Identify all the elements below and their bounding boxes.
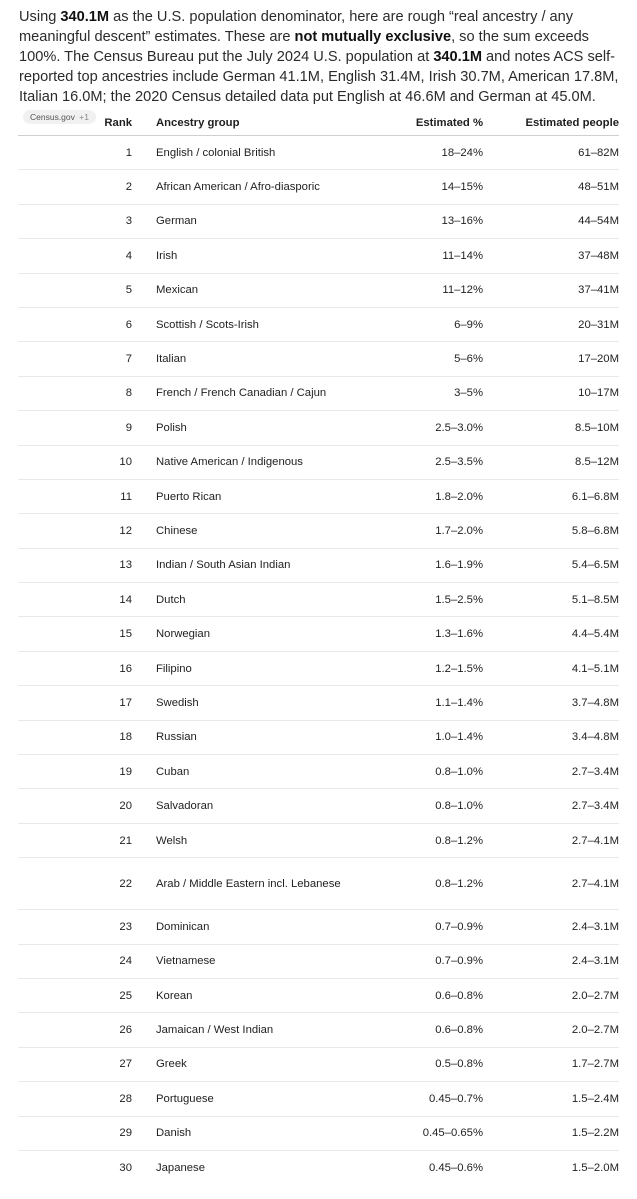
cell-rank: 30 — [119, 1161, 132, 1174]
table-row — [18, 651, 619, 685]
table-row — [18, 944, 619, 978]
table-header-row — [18, 111, 619, 136]
cell-rank: 13 — [18, 548, 132, 582]
cell-estimated-people: 3.4–4.8M — [483, 720, 619, 754]
cell-rank: 22 — [18, 858, 132, 910]
table-row — [18, 548, 619, 582]
cell-rank: 5 — [18, 273, 132, 307]
cell-ancestry-group: Korean — [132, 978, 357, 1012]
cell-estimated-people: 2.4–3.1M — [483, 910, 619, 944]
intro-paragraph — [19, 7, 619, 127]
cell-estimated-percent: 0.6–0.8% — [357, 1013, 483, 1047]
cell-ancestry-group: Italian — [132, 342, 357, 376]
cell-estimated-percent: 1.3–1.6% — [357, 617, 483, 651]
cell-rank: 8 — [18, 376, 132, 410]
citation-more-count: +1 — [79, 112, 89, 122]
cell-rank: 28 — [18, 1082, 132, 1116]
cell-estimated-percent: 0.45–0.7% — [357, 1082, 483, 1116]
cell-estimated-people: 3.7–4.8M — [483, 686, 619, 720]
cell-rank: 27 — [18, 1047, 132, 1081]
cell-estimated-percent: 1.6–1.9% — [357, 548, 483, 582]
cell-ancestry-group: Arab / Middle Eastern incl. Lebanese — [132, 858, 357, 910]
table-row — [18, 1116, 619, 1150]
cell-estimated-percent: 6–9% — [357, 307, 483, 341]
cell-ancestry-group: Indian / South Asian Indian — [132, 548, 357, 582]
header-estimated-percent: Estimated % — [357, 111, 483, 136]
cell-rank: 11 — [18, 479, 132, 513]
cell-estimated-percent: 0.8–1.2% — [357, 823, 483, 857]
cell-rank: 9 — [18, 411, 132, 445]
cell-estimated-people: 37–48M — [483, 239, 619, 273]
cell-estimated-people: 2.0–2.7M — [483, 1013, 619, 1047]
cell-estimated-people: 1.5–2.0M — [571, 1161, 619, 1174]
cell-estimated-people: 20–31M — [483, 307, 619, 341]
table-row — [18, 1047, 619, 1081]
table-row — [18, 789, 619, 823]
cell-estimated-people: 37–41M — [483, 273, 619, 307]
table-row — [18, 1150, 619, 1184]
table-row — [18, 479, 619, 513]
cell-ancestry-group: Scottish / Scots-Irish — [132, 307, 357, 341]
cell-estimated-people: 5.1–8.5M — [483, 583, 619, 617]
cell-estimated-people: 17–20M — [483, 342, 619, 376]
cell-ancestry-group: Cuban — [132, 755, 357, 789]
table-row — [18, 858, 619, 910]
cell-rank: 1 — [18, 136, 132, 170]
cell-ancestry-group: Norwegian — [132, 617, 357, 651]
cell-ancestry-group: German — [132, 204, 357, 238]
cell-estimated-people: 1.5–2.4M — [483, 1082, 619, 1116]
table-row — [18, 445, 619, 479]
cell-rank: 24 — [18, 944, 132, 978]
cell-ancestry-group: Irish — [132, 239, 357, 273]
table-row — [18, 823, 619, 857]
table-row — [18, 136, 619, 170]
cell-estimated-percent: 1.7–2.0% — [357, 514, 483, 548]
cell-ancestry-group: Native American / Indigenous — [132, 445, 357, 479]
cell-estimated-percent: 5–6% — [357, 342, 483, 376]
table-row — [18, 1082, 619, 1116]
cell-estimated-percent: 0.5–0.8% — [357, 1047, 483, 1081]
cell-rank: 15 — [18, 617, 132, 651]
cell-estimated-people: 1.5–2.2M — [483, 1116, 619, 1150]
cell-ancestry-group: Vietnamese — [132, 944, 357, 978]
cell-estimated-percent: 14–15% — [357, 170, 483, 204]
cell-ancestry-group: Dominican — [132, 910, 357, 944]
cell-rank: 26 — [18, 1013, 132, 1047]
cell-estimated-percent: 1.1–1.4% — [357, 686, 483, 720]
cell-rank: 20 — [18, 789, 132, 823]
cell-ancestry-group: Russian — [132, 720, 357, 754]
cell-estimated-people: 44–54M — [483, 204, 619, 238]
cell-ancestry-group: English / colonial British — [132, 136, 357, 170]
cell-estimated-percent: 3–5% — [357, 376, 483, 410]
cell-estimated-people: 2.4–3.1M — [483, 944, 619, 978]
cell-estimated-percent: 2.5–3.0% — [357, 411, 483, 445]
cell-estimated-people: 10–17M — [483, 376, 619, 410]
ancestry-table — [18, 111, 619, 1184]
cell-estimated-percent: 1.5–2.5% — [357, 583, 483, 617]
table-row — [18, 583, 619, 617]
intro-text: , so the sum exceeds 100%. The Census Bureau put the July 2024 U.S. population at — [19, 29, 589, 65]
cell-estimated-people: 2.0–2.7M — [483, 978, 619, 1012]
cell-estimated-percent: 11–12% — [357, 273, 483, 307]
intro-bold-population: 340.1M — [433, 49, 482, 65]
cell-rank: 6 — [18, 307, 132, 341]
cell-rank: 25 — [18, 978, 132, 1012]
cell-ancestry-group: Dutch — [132, 583, 357, 617]
cell-estimated-people: 2.7–4.1M — [483, 823, 619, 857]
cell-ancestry-group: Jamaican / West Indian — [132, 1013, 357, 1047]
cell-ancestry-group: African American / Afro-diasporic — [132, 170, 357, 204]
cell-estimated-people: 61–82M — [483, 136, 619, 170]
cell-estimated-people: 5.8–6.8M — [483, 514, 619, 548]
intro-bold-not-exclusive: not mutually exclusive — [294, 29, 452, 45]
header-ancestry-group: Ancestry group — [132, 111, 357, 136]
cell-rank: 12 — [18, 514, 132, 548]
cell-estimated-people: 2.7–3.4M — [483, 789, 619, 823]
cell-estimated-people: 8.5–12M — [483, 445, 619, 479]
cell-estimated-percent: 2.5–3.5% — [357, 445, 483, 479]
intro-text: and notes ACS self-reported top ancestries include German 41.1M, English 31.4M, Irish 30.7M, American 17.8M, Italian 16.0M; the 2020 Census detailed data put English at 46.6M and German at 45.0M. — [19, 49, 619, 105]
cell-estimated-percent: 0.45–0.65% — [357, 1116, 483, 1150]
cell-ancestry-group: Mexican — [132, 273, 357, 307]
cell-estimated-percent: 0.8–1.0% — [357, 755, 483, 789]
table-row — [18, 514, 619, 548]
cell-estimated-percent: 0.6–0.8% — [357, 978, 483, 1012]
cell-rank: 23 — [18, 910, 132, 944]
cell-ancestry-group: Puerto Rican — [132, 479, 357, 513]
cell-estimated-percent: 0.7–0.9% — [357, 944, 483, 978]
table-row — [18, 910, 619, 944]
cell-rank: 7 — [18, 342, 132, 376]
cell-rank: 10 — [18, 445, 132, 479]
cell-estimated-people: 6.1–6.8M — [483, 479, 619, 513]
table-row — [18, 1013, 619, 1047]
cell-estimated-percent: 18–24% — [357, 136, 483, 170]
table-body — [18, 136, 619, 1185]
cell-ancestry-group: Swedish — [132, 686, 357, 720]
intro-bold-population: 340.1M — [60, 9, 110, 25]
cell-rank: 4 — [18, 239, 132, 273]
cell-ancestry-group: Portuguese — [132, 1082, 357, 1116]
cell-rank: 2 — [18, 170, 132, 204]
cell-estimated-percent: 1.2–1.5% — [357, 651, 483, 685]
table-row — [18, 170, 619, 204]
table-row — [18, 978, 619, 1012]
cell-estimated-percent: 0.7–0.9% — [357, 910, 483, 944]
cell-estimated-percent: 1.0–1.4% — [357, 720, 483, 754]
table-row — [18, 342, 619, 376]
cell-estimated-people: 4.4–5.4M — [483, 617, 619, 651]
table-row — [18, 239, 619, 273]
cell-estimated-percent: 13–16% — [357, 204, 483, 238]
citation-source: Census.gov — [30, 112, 75, 122]
cell-estimated-people: 4.1–5.1M — [483, 651, 619, 685]
table-row — [18, 755, 619, 789]
cell-estimated-people: 2.7–3.4M — [483, 755, 619, 789]
cell-estimated-people: 5.4–6.5M — [483, 548, 619, 582]
cell-ancestry-group: Chinese — [132, 514, 357, 548]
cell-estimated-percent: 0.8–1.2% — [357, 858, 483, 910]
table-row — [18, 686, 619, 720]
cell-estimated-people: 2.7–4.1M — [483, 858, 619, 910]
header-estimated-people: Estimated people — [483, 111, 619, 136]
cell-ancestry-group: Welsh — [132, 823, 357, 857]
cell-estimated-people: 8.5–10M — [483, 411, 619, 445]
cell-ancestry-group: French / French Canadian / Cajun — [132, 376, 357, 410]
cell-rank: 19 — [18, 755, 132, 789]
cell-estimated-percent: 0.8–1.0% — [357, 789, 483, 823]
cell-ancestry-group: Danish — [132, 1116, 357, 1150]
table-row — [18, 411, 619, 445]
cell-rank: 18 — [18, 720, 132, 754]
cell-ancestry-group: Salvadoran — [132, 789, 357, 823]
table-row — [18, 376, 619, 410]
cell-estimated-percent: 1.8–2.0% — [357, 479, 483, 513]
cell-rank: 16 — [18, 651, 132, 685]
cell-rank: 3 — [18, 204, 132, 238]
intro-text: Using — [19, 9, 61, 25]
intro-text: as the U.S. population denominator, here are rough “real ancestry / any meaningful descent” estimates. These are — [19, 9, 574, 45]
cell-rank: 14 — [18, 583, 132, 617]
cell-estimated-percent: 0.45–0.6% — [428, 1161, 483, 1174]
cell-estimated-people: 1.7–2.7M — [483, 1047, 619, 1081]
table-row — [18, 720, 619, 754]
cell-ancestry-group: Greek — [132, 1047, 357, 1081]
header-rank: Rank — [18, 111, 132, 136]
cell-estimated-people: 48–51M — [483, 170, 619, 204]
cell-estimated-percent: 11–14% — [357, 239, 483, 273]
cell-ancestry-group: Filipino — [132, 651, 357, 685]
table-row — [18, 307, 619, 341]
cell-rank: 21 — [18, 823, 132, 857]
table-row — [18, 617, 619, 651]
table-row — [18, 204, 619, 238]
cell-rank: 17 — [18, 686, 132, 720]
table-row — [18, 273, 619, 307]
cell-ancestry-group: Japanese — [156, 1161, 205, 1174]
cell-rank: 29 — [18, 1116, 132, 1150]
cell-ancestry-group: Polish — [132, 411, 357, 445]
